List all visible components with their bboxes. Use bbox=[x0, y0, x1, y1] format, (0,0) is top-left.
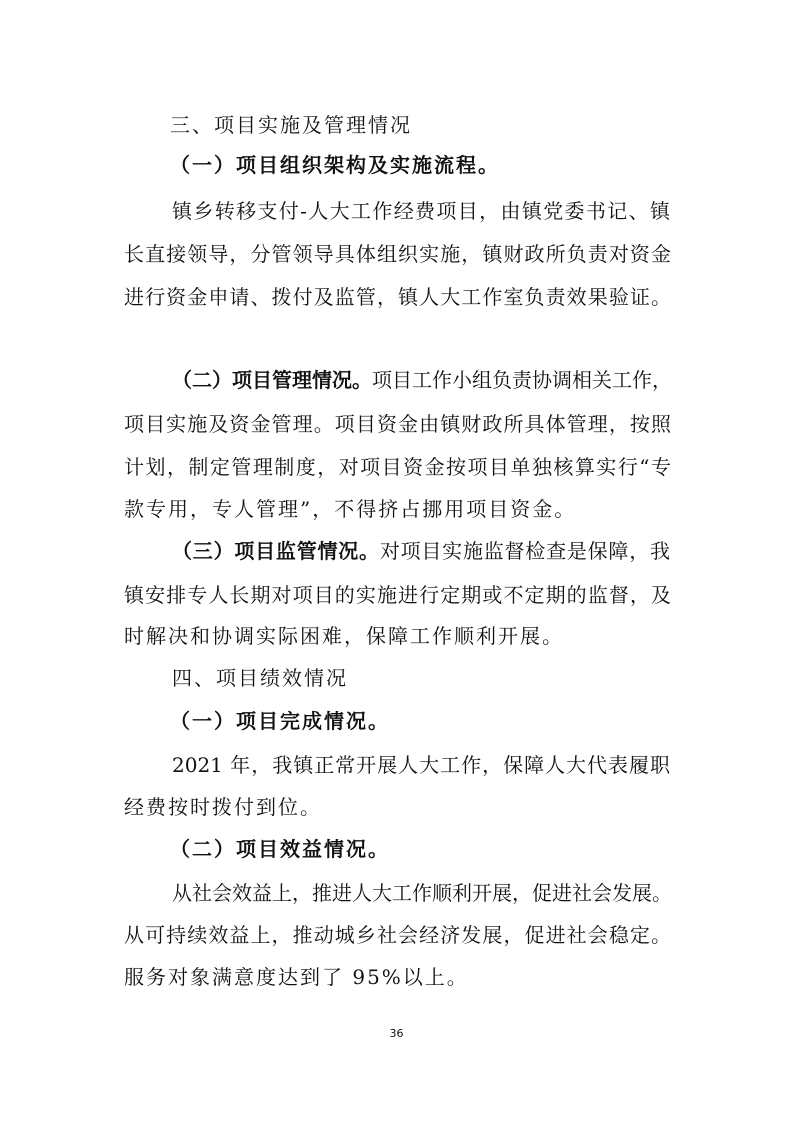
paragraph-line-text: 经费按时拨付到位。 bbox=[124, 795, 322, 819]
paragraph-line bbox=[172, 537, 670, 565]
subheading-3-1 bbox=[170, 151, 500, 179]
paragraph-line bbox=[124, 453, 671, 481]
paragraph-line-text: 服务对象满意度达到了 95%以上。 bbox=[124, 965, 469, 989]
section-heading-3-text: 三、项目实施及管理情况 bbox=[170, 113, 412, 137]
subheading-4-2-text: （二）项目效益情况。 bbox=[170, 837, 390, 861]
section-heading-4-text: 四、项目绩效情况 bbox=[172, 666, 348, 690]
paragraph-line-text: 时解决和协调实际困难，保障工作顺利开展。 bbox=[124, 624, 564, 648]
paragraph-line-text: 从社会效益上，推进人大工作顺利开展，促进社会发展。 bbox=[172, 881, 672, 905]
subheading-3-2: （二）项目管理情况。 bbox=[172, 368, 372, 392]
paragraph-line bbox=[124, 622, 564, 650]
section-heading-3 bbox=[170, 111, 412, 139]
subheading-3-1-text: （一）项目组织架构及实施流程。 bbox=[170, 153, 500, 177]
paragraph-line bbox=[172, 366, 670, 394]
paragraph-line-text: 进行资金申请、拨付及监管，镇人大工作室负责效果验证。 bbox=[124, 285, 671, 309]
paragraph-line bbox=[172, 197, 670, 225]
paragraph-line-text: 长直接领导，分管领导具体组织实施，镇财政所负责对资金 bbox=[124, 242, 671, 266]
paragraph-line bbox=[124, 921, 671, 949]
subheading-4-1 bbox=[170, 707, 390, 735]
paragraph-line bbox=[124, 283, 671, 311]
paragraph-line bbox=[124, 793, 322, 821]
subheading-4-2 bbox=[170, 835, 390, 863]
paragraph-line bbox=[124, 410, 671, 438]
paragraph-line bbox=[172, 879, 670, 907]
paragraph-line-text: 对项目实施监督检查是保障，我 bbox=[379, 539, 671, 563]
paragraph-line bbox=[124, 495, 576, 523]
subheading-4-1-text: （一）项目完成情况。 bbox=[170, 709, 390, 733]
paragraph-line-text: 计划，制定管理制度，对项目资金按项目单独核算实行“专 bbox=[124, 455, 671, 479]
paragraph-line-text: 镇安排专人长期对项目的实施进行定期或不定期的监督，及 bbox=[124, 583, 671, 607]
paragraph-line-text: 从可持续效益上，推动城乡社会经济发展，促进社会稳定。 bbox=[124, 923, 671, 947]
paragraph-line-text: 2021 年，我镇正常开展人大工作，保障人大代表履职 bbox=[172, 753, 670, 777]
section-heading-4 bbox=[172, 664, 348, 692]
paragraph-line bbox=[124, 240, 671, 268]
paragraph-line bbox=[124, 963, 469, 991]
paragraph-line-text: 款专用，专人管理”，不得挤占挪用项目资金。 bbox=[124, 497, 577, 521]
paragraph-line-text: 镇乡转移支付-人大工作经费项目，由镇党委书记、镇 bbox=[172, 199, 670, 223]
paragraph-line-text: 项目实施及资金管理。项目资金由镇财政所具体管理，按照 bbox=[124, 412, 671, 436]
page-number: 36 bbox=[389, 1027, 404, 1040]
paragraph-line-text: 项目工作小组负责协调相关工作， bbox=[372, 368, 672, 392]
paragraph-line bbox=[172, 751, 670, 779]
paragraph-line bbox=[124, 581, 671, 609]
subheading-3-3: （三）项目监管情况。 bbox=[172, 539, 380, 563]
